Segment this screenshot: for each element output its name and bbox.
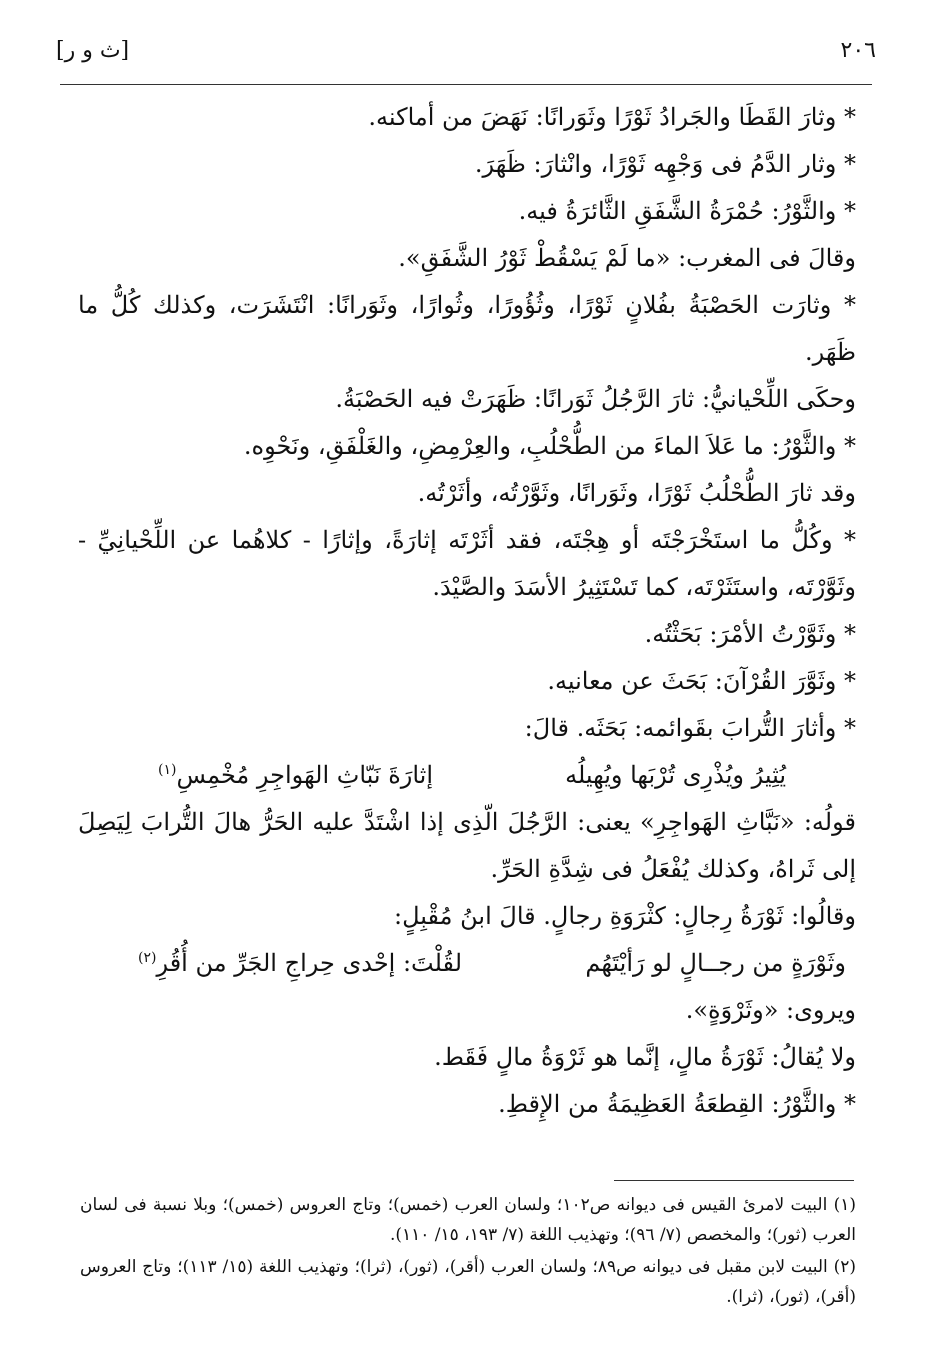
main-text bbox=[78, 94, 856, 1128]
page-number: ٢٠٦ bbox=[840, 38, 876, 63]
running-head bbox=[56, 38, 876, 78]
entry-paragraph: * وثار الدَّمُ فى وَجْهِه ثَوْرًا، وانْثارَ: ظَهَرَ. bbox=[474, 150, 856, 178]
entry-paragraph: وقالُوا: ثَوْرَةُ رِجالٍ: كثْرَوَةِ رجالٍ. قالَ ابنُ مُقْبِلٍ: bbox=[394, 902, 856, 930]
footnote: (٢) البيت لابن مقبل فى ديوانه ص٨٩؛ ولسان العرب (أقر)، (ثور)، (ثرا)؛ وتهذيب اللغة (١٥/ ١١٣)؛ وتاج العروس (أقر)، (ثور)، (ثرا). bbox=[80, 1257, 856, 1307]
entry-paragraph: وقد ثارَ الطُّحْلُبُ ثَوْرًا، وثَوَرانًا، وثَوَّرْتُه، وأثَرْتُه. bbox=[417, 479, 856, 507]
footnote-ref: (٢) bbox=[138, 950, 157, 966]
entry-paragraph: * وثَوَّرَ القُرْآنَ: بَحَثَ عن معانيه. bbox=[547, 667, 856, 695]
verse-line bbox=[78, 752, 856, 799]
entry-paragraph: * وثارَت الحَصْبَةُ بفُلانٍ ثَوْرًا، وثُؤُورًا، وثُوارًا، وثَوَرانًا: انْتَشَرَت، وكذلك كُلُّ ما ظَهَر. bbox=[78, 291, 856, 366]
entry-paragraph: * وأثارَ التُّرابَ بقَوائمه: بَحَثَه. قالَ: bbox=[524, 714, 856, 742]
verse-first-hemistich: يُثِيرُ ويُذْرِى تُرْبَها ويُهِيلُه bbox=[565, 761, 786, 789]
footnote-ref: (١) bbox=[158, 762, 177, 778]
footnotes bbox=[80, 1190, 856, 1314]
entry-paragraph: * والثَّوْرُ: حُمْرَةُ الشَّفَقِ الثَّائرَةُ فيه. bbox=[518, 197, 856, 225]
entry-paragraph: * وثارَ القَطَا والجَرادُ ثَوْرًا وثَوَرانًا: نَهَضَ من أماكنه. bbox=[368, 103, 856, 131]
entry-paragraph: وحكَى اللِّحْيانيُّ: ثارَ الرَّجُلُ ثَوَرانًا: ظَهَرَتْ فيه الحَصْبَةُ. bbox=[335, 385, 856, 413]
entry-paragraph: * وكُلُّ ما استَخْرَجْتَه أو هِجْتَه، فقد أثَرْتَه إثارَةً، وإثارًا - كلاهُما عن اللِّحْيانِيِّ - وثَوَّرْتَه، واستَثَرْتَه، كما تَسْتَثِيرُ الأسَدَ والصَّيْدَ. bbox=[78, 526, 856, 601]
root-label: [ث و ر] bbox=[56, 38, 130, 63]
footnote: (١) البيت لامرئ القيس فى ديوانه ص١٠٢؛ ولسان العرب (خمس)؛ وتاج العروس (خمس)؛ وبلا نسبة فى لسان العرب (ثور)؛ والمخصص (٧/ ٩٦)؛ وتهذيب اللغة (٧/ ١٩٣، ١٥/ ١١٠). bbox=[80, 1195, 856, 1245]
verse-second-hemistich bbox=[158, 752, 433, 799]
footnote-rule bbox=[614, 1180, 854, 1181]
entry-paragraph: * والثَّوْرُ: القِطعَةُ العَظِيمَةُ من الإِقطِ. bbox=[498, 1090, 856, 1118]
verse-line bbox=[78, 940, 856, 987]
header-rule bbox=[60, 84, 872, 85]
entry-paragraph: ويروى: «وثَرْوَةٍ». bbox=[685, 996, 856, 1024]
entry-paragraph: قولُه: «نَبَّاثِ الهَواجِرِ» يعنى: الرَّجُلَ الّذِى إذا اشْتَدَّ عليه الحَرُّ هالَ التُّرابَ لِيَصِلَ إلى ثَراهُ، وكذلك يُفْعَلُ فى شِدَّةِ الحَرِّ. bbox=[78, 808, 856, 883]
entry-paragraph: * وثَوَّرْتُ الأمْرَ: بَحَثْتُه. bbox=[644, 620, 856, 648]
entry-paragraph: وقالَ فى المغرب: «ما لَمْ يَسْقُطْ ثَوْرُ الشَّفَقِ». bbox=[398, 244, 856, 272]
verse-first-hemistich: وثَوْرَةٍ من رجــالٍ لو رَأيْتَهُم bbox=[585, 949, 846, 977]
verse-second-hemistich-text: إثارَةَ نَبّاثِ الهَواجِرِ مُخْمِسِ bbox=[176, 761, 434, 789]
verse-second-hemistich-text: لقُلْتَ: إحْدى حِراجِ الجَرِّ من أُقُرِ bbox=[156, 949, 463, 977]
entry-paragraph: * والثَّوْرُ: ما عَلاَ الماءَ من الطُّحْلُبِ، والعِرْمِضِ، والغَلْفَقِ، ونَحْوِه. bbox=[243, 432, 856, 460]
entry-paragraph: ولا يُقالُ: ثَوْرَةُ مالٍ، إنَّما هو ثَرْوَةُ مالٍ فَقَط. bbox=[434, 1043, 856, 1071]
verse-second-hemistich bbox=[138, 940, 462, 987]
